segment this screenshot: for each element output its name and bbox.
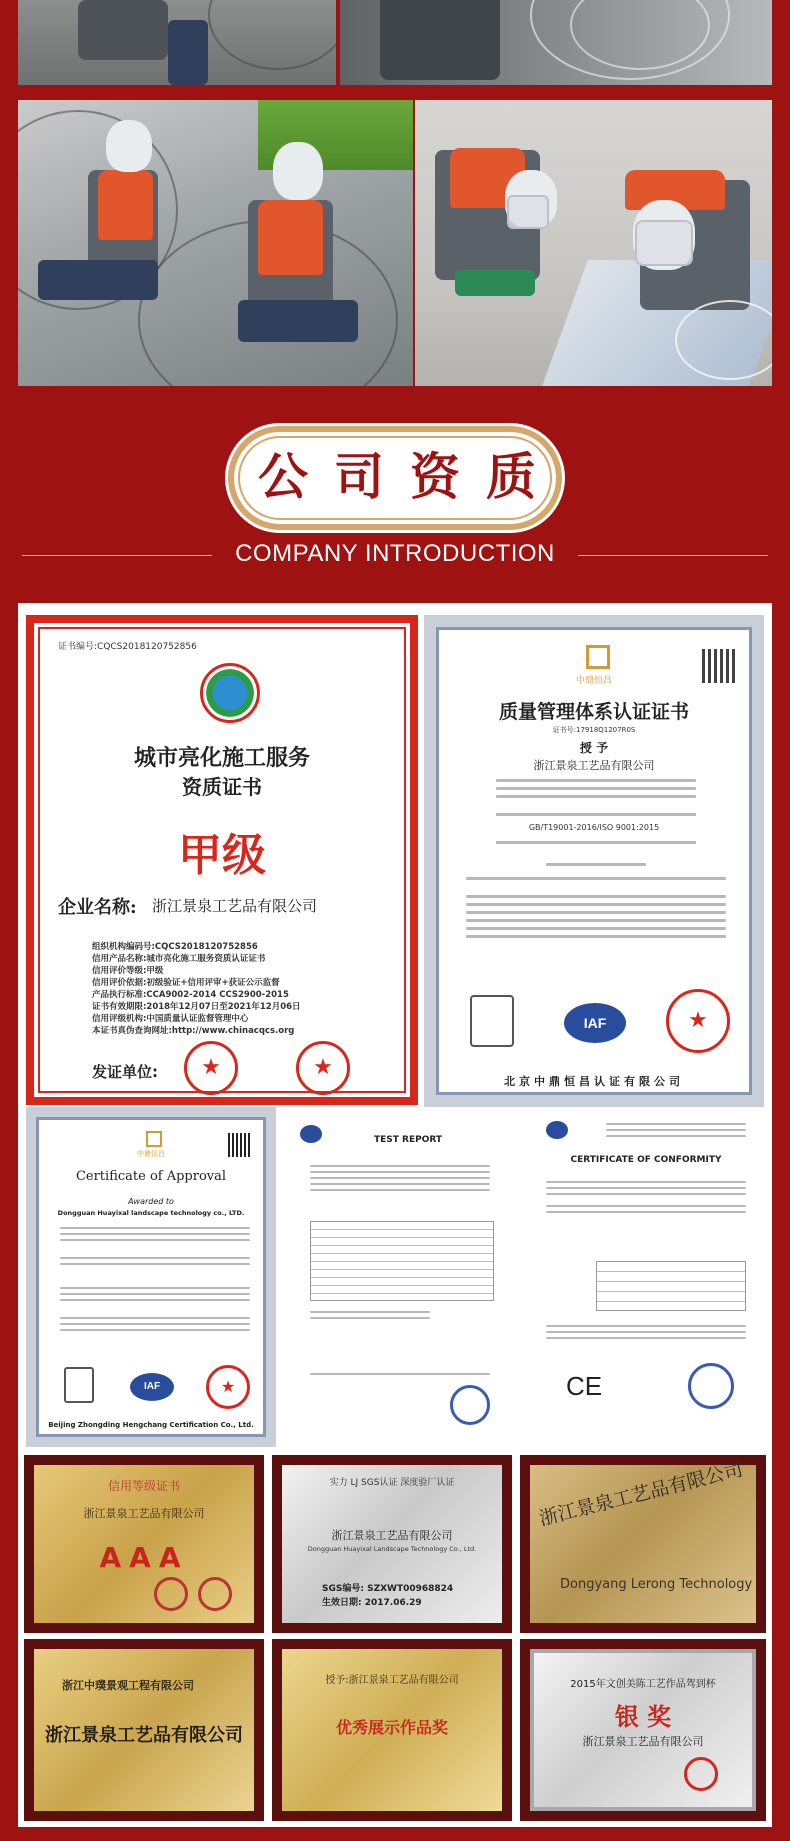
text-line: [310, 1311, 430, 1313]
granted-label: 授 予: [579, 741, 609, 755]
text-line: [310, 1189, 490, 1191]
brass-nameplate: [520, 1455, 766, 1633]
plaque-rating: AAA: [99, 1541, 189, 1574]
red-seal: ★: [184, 1041, 238, 1095]
brand-name: 中鼎恒昌: [137, 1150, 165, 1158]
plaque-english-name: Dongguan Huayixal Landscape Technology Co., Ltd.: [307, 1545, 477, 1553]
title-char: 资: [410, 447, 460, 506]
cert-title: 质量管理体系认证证书: [498, 701, 689, 723]
text-line: [60, 1257, 250, 1259]
divider: [22, 555, 212, 556]
member-plaque: [24, 1639, 264, 1821]
text-line: [60, 1227, 250, 1229]
plaque-english-name: Dongyang Lerong Technology: [560, 1577, 753, 1592]
cqcs-logo: [200, 663, 260, 723]
text-line: [496, 841, 696, 844]
plaque-heading: 信用等级证书: [107, 1479, 180, 1493]
plaque-company: 浙江景泉工艺品有限公司: [582, 1735, 704, 1748]
awarded-label: Awarded to: [128, 1197, 174, 1206]
text-line: [496, 813, 696, 816]
cert-grade: 甲级: [178, 830, 266, 881]
text-line: [466, 877, 726, 880]
plaque-company: 浙江景泉工艺品有限公司: [45, 1725, 243, 1746]
text-line: [546, 1331, 746, 1333]
brand-logo: [586, 645, 610, 669]
issuer-label: 发证单位:: [92, 1063, 158, 1081]
text-line: [310, 1183, 490, 1185]
qr-code: [228, 1133, 252, 1157]
detail-line: 本证书真伪查询网址:http://www.chinacqcs.org: [92, 1026, 295, 1036]
welding-photo-top-left: [18, 0, 336, 85]
detail-line: 信用产品名称:城市亮化施工服务资质认证证书: [92, 954, 266, 964]
text-line: [60, 1299, 250, 1301]
text-line: [546, 1187, 746, 1189]
red-seal: ★: [296, 1041, 350, 1095]
detail-line: 证书有效期限:2018年12月07日至2021年12月06日: [92, 1002, 301, 1012]
text-line: [310, 1171, 490, 1173]
text-line: [496, 787, 696, 790]
detail-line: 信用评级机构:中国质量认证监督管理中心: [92, 1014, 249, 1024]
text-line: [466, 895, 726, 898]
text-line: [606, 1135, 746, 1137]
divider: [578, 555, 768, 556]
brand-logo: [146, 1131, 162, 1147]
iaf-logo: IAF: [130, 1373, 174, 1401]
section-subtitle: COMPANY INTRODUCTION: [235, 540, 555, 567]
detail-line: 组织机构编码号:CQCS2018120752856: [92, 942, 258, 952]
text-line: [546, 1325, 746, 1327]
company-name: Dongguan Huayixal landscape technology co., LTD.: [57, 1209, 245, 1217]
cert-number: 证书编号:CQCS2018120752856: [58, 642, 197, 652]
blue-seal: [688, 1363, 734, 1409]
effective-date: 生效日期: 2017.06.29: [322, 1598, 422, 1608]
text-line: [60, 1293, 250, 1295]
text-line: [606, 1123, 746, 1125]
red-seal: [684, 1757, 718, 1791]
qr-code: [702, 649, 736, 683]
text-line: [466, 927, 726, 930]
section-banner: [0, 388, 790, 580]
welding-photo-left: [18, 100, 413, 386]
conformity-table: [596, 1261, 746, 1311]
welding-photo-top-right: [340, 0, 772, 85]
results-table: [310, 1221, 494, 1301]
text-line: [466, 911, 726, 914]
issuer-name: Beijing Zhongding Hengchang Certification Co., Ltd.: [48, 1421, 254, 1429]
plaque-company: 浙江景泉工艺品有限公司: [536, 1458, 746, 1531]
text-line: [546, 1211, 746, 1213]
text-line: [546, 1181, 746, 1183]
plaque-heading: 实力 LJ SGS认证 深度验厂认证: [329, 1478, 455, 1488]
cert-title-line2: 资质证书: [182, 775, 262, 799]
cert-details: [92, 941, 392, 1037]
text-line: [310, 1165, 490, 1167]
company-label: 企业名称:: [58, 897, 137, 918]
text-line: [496, 779, 696, 782]
ce-mark: CE: [566, 1371, 603, 1401]
red-seal: [198, 1577, 232, 1611]
accreditation-logo: [64, 1367, 94, 1403]
text-line: [60, 1323, 250, 1325]
cert-title: Certificate of Approval: [75, 1169, 227, 1184]
detail-line: 信用评价依据:初级验证+信用评审+获证公示监督: [92, 978, 280, 988]
company-name: 浙江景泉工艺品有限公司: [533, 759, 655, 772]
text-line: [466, 903, 726, 906]
title-char: 司: [334, 447, 384, 506]
title-char: 质: [486, 447, 536, 506]
testing-logo: [300, 1125, 322, 1143]
certificates-panel: [18, 603, 772, 1827]
title-badge: [228, 426, 562, 530]
title-char: 公: [258, 447, 308, 506]
red-seal: ★: [666, 989, 730, 1053]
text-line: [466, 935, 726, 938]
plaque-heading: 2015年文创美陈工艺作品驾到杯: [570, 1679, 716, 1690]
cert-title-line1: 城市亮化施工服务: [133, 745, 310, 771]
test-report: [280, 1111, 524, 1447]
text-line: [60, 1239, 250, 1241]
red-seal: ★: [206, 1365, 250, 1409]
text-line: [466, 919, 726, 922]
plaque-heading: 浙江中璞景观工程有限公司: [62, 1679, 194, 1692]
testing-logo: [546, 1121, 568, 1139]
cert-number: 证书号:17918Q1207R0S: [552, 726, 636, 734]
text-line: [60, 1233, 250, 1235]
text-line: [546, 1337, 746, 1339]
report-title: TEST REPORT: [374, 1135, 443, 1145]
text-line: [546, 1193, 746, 1195]
plaque-company: 浙江景泉工艺品有限公司: [83, 1507, 205, 1520]
conformity-certificate: [526, 1111, 766, 1447]
text-line: [496, 795, 696, 798]
text-line: [606, 1129, 746, 1131]
plaque-company: 浙江景泉工艺品有限公司: [331, 1529, 453, 1542]
text-line: [310, 1177, 490, 1179]
quality-management-certificate: [424, 615, 764, 1107]
text-line: [546, 863, 646, 866]
sgs-code: SGS编号: SZXWT00968824: [322, 1584, 454, 1594]
plaque-award: 银 奖: [614, 1703, 672, 1731]
city-lighting-certificate: [26, 615, 418, 1105]
text-line: [310, 1317, 430, 1319]
brand-name: 中鼎恒昌: [575, 676, 612, 686]
excellent-work-plaque: [272, 1639, 512, 1821]
text-line: [310, 1373, 490, 1375]
standard: GB/T19001-2016/ISO 9001:2015: [528, 823, 660, 832]
welding-photo-right: [415, 100, 772, 386]
red-seal: [154, 1577, 188, 1611]
text-line: [60, 1317, 250, 1319]
sgs-certification-plaque: [272, 1455, 512, 1633]
plaque-award: 优秀展示作品奖: [335, 1718, 448, 1737]
detail-line: 产品执行标准:CCA9002-2014 CCS2900-2015: [92, 990, 289, 1000]
blue-seal: [450, 1385, 490, 1425]
plaque-heading: 授予:浙江景泉工艺品有限公司: [325, 1675, 459, 1686]
approval-certificate: [26, 1107, 276, 1447]
text-line: [60, 1329, 250, 1331]
issuer-name: 北京中鼎恒昌认证有限公司: [504, 1075, 684, 1088]
iaf-logo: IAF: [564, 1003, 626, 1043]
accreditation-logo: [470, 995, 514, 1047]
text-line: [60, 1263, 250, 1265]
detail-line: 信用评价等级:甲级: [92, 966, 164, 976]
silver-award-plaque: [520, 1639, 766, 1821]
text-line: [546, 1205, 746, 1207]
credit-rating-plaque: [24, 1455, 264, 1633]
company-name: 浙江景泉工艺品有限公司: [152, 897, 318, 915]
text-line: [60, 1287, 250, 1289]
subtitle-row: [0, 540, 790, 570]
cert-title: CERTIFICATE OF CONFORMITY: [570, 1155, 722, 1165]
